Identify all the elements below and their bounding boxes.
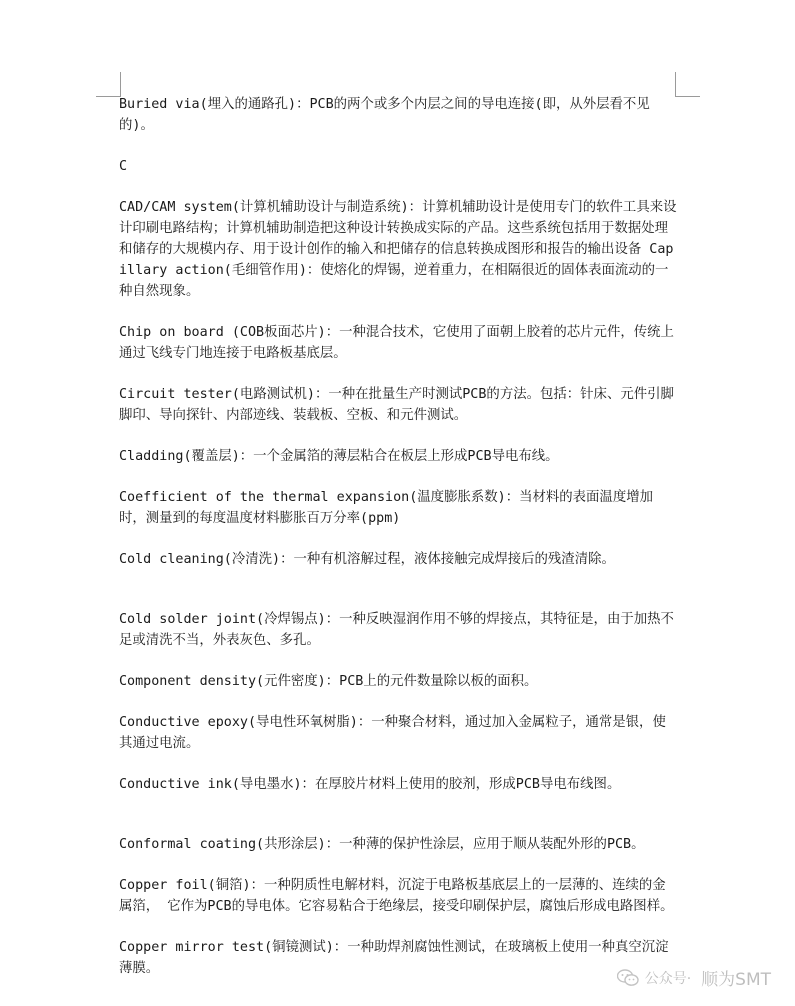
entry-cad-cam-system: CAD/CAM system(计算机辅助设计与制造系统)：计算机辅助设计是使用专门的软件工具来设计印刷电路结构；计算机辅助制造把这种设计转换成实际的产品。这些系统包括用于数据处理和储存的大规模内存、用于设计创作的输入和把储存的信息转换成图形和报告的输出设备 Capillary action(毛细管作用)：使熔化的焊锡，逆着重力，在相隔很近的固体表面流动的一种自然现象。 xyxy=(119,200,677,299)
entry-circuit-tester: Circuit tester(电路测试机)：一种在批量生产时测试PCB的方法。包括：针床、元件引脚脚印、导向探针、内部迹线、装载板、空板、和元件测试。 xyxy=(119,387,674,423)
entry-chip-on-board: Chip on board (COB板面芯片)：一种混合技术，它使用了面朝上胶着的芯片元件，传统上通过飞线专门地连接于电路板基底层。 xyxy=(119,325,674,361)
watermark xyxy=(617,965,771,990)
watermark-source: 公众号· xyxy=(644,970,692,987)
entry-coefficient-thermal-expansion: Coefficient of the thermal expansion(温度膨胀系数)：当材料的表面温度增加时，测量到的每度温度材料膨胀百万分率(ppm) xyxy=(119,490,653,526)
entry-copper-foil: Copper foil(铜箔)：一种阴质性电解材料，沉淀于电路板基底层上的一层薄的、连续的金属箔， 它作为PCB的导电体。它容易粘合于绝缘层，接受印刷保护层，腐蚀后形成电路图样。 xyxy=(119,878,674,914)
entry-cold-solder-joint: Cold solder joint(冷焊锡点)：一种反映湿润作用不够的焊接点，其特征是，由于加热不足或清洗不当，外表灰色、多孔。 xyxy=(119,612,674,648)
wechat-icon xyxy=(617,969,639,987)
watermark-name: 顺为SMT xyxy=(701,970,771,990)
entry-component-density: Component density(元件密度)：PCB上的元件数量除以板的面积。 xyxy=(119,674,538,689)
entry-copper-mirror-test: Copper mirror test(铜镜测试)：一种助焊剂腐蚀性测试，在玻璃板上使用一种真空沉淀薄膜。 xyxy=(119,940,669,976)
section-letter-c: C xyxy=(119,159,128,174)
document-body[interactable] xyxy=(119,94,679,979)
entry-buried-via: Buried via(埋入的通路孔)：PCB的两个或多个内层之间的导电连接(即，从外层看不见的)。 xyxy=(119,97,650,133)
entry-cold-cleaning: Cold cleaning(冷清洗)：一种有机溶解过程，液体接触完成焊接后的残渣清除。 xyxy=(119,552,615,567)
entry-conformal-coating: Conformal coating(共形涂层)：一种薄的保护性涂层，应用于顺从装配外形的PCB。 xyxy=(119,837,645,852)
entry-conductive-epoxy: Conductive epoxy(导电性环氧树脂)：一种聚合材料，通过加入金属粒子，通常是银，使其通过电流。 xyxy=(119,715,666,751)
entry-cladding: Cladding(覆盖层)：一个金属箔的薄层粘合在板层上形成PCB导电布线。 xyxy=(119,449,559,464)
margin-corner-top-left xyxy=(96,72,121,97)
entry-conductive-ink: Conductive ink(导电墨水)：在厚胶片材料上使用的胶剂，形成PCB导电布线图。 xyxy=(119,777,621,792)
